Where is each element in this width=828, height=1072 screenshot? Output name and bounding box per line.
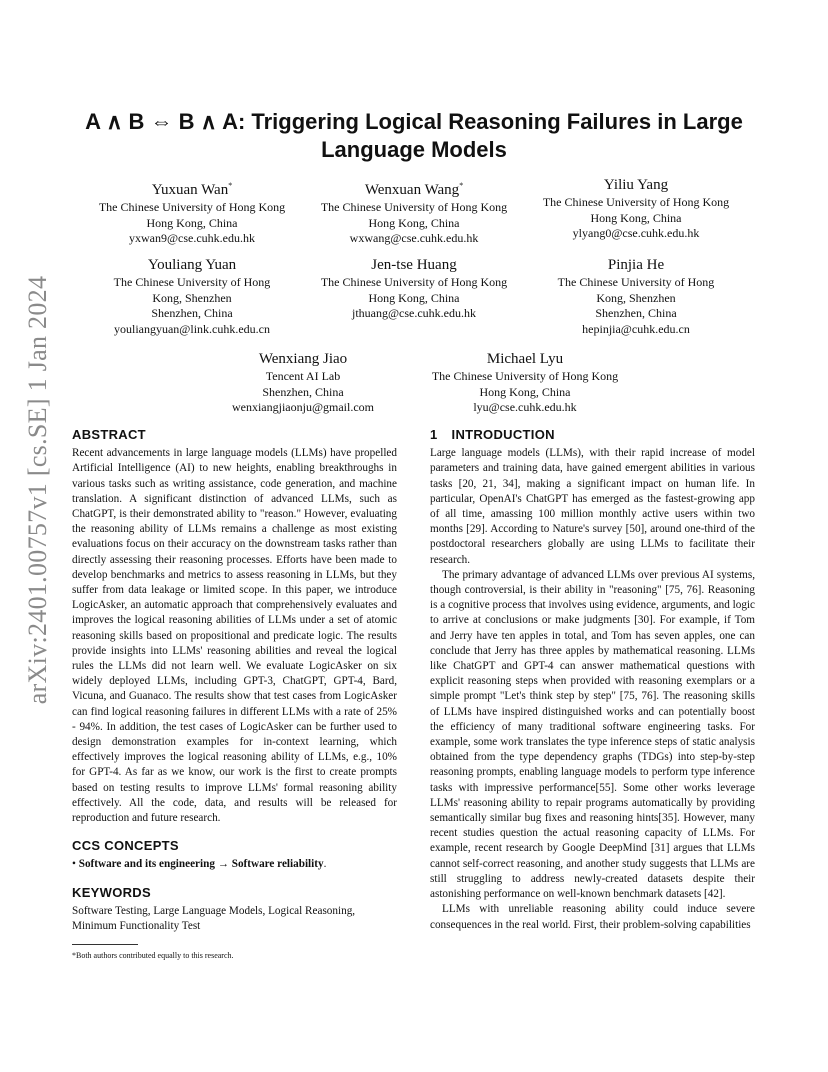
author-affiliation: The Chinese University of Hong Kong xyxy=(320,200,508,214)
bullet-marker: • xyxy=(72,858,76,871)
author-block xyxy=(294,176,534,247)
intro-paragraph: Large language models (LLMs), with their rapid increase of model parameters and training data, have gained emergent abilities in various tasks [20, 21, 34], making a significant impact on human life. In particular, OpenAI's ChatGPT has emerged as the fastest-growing app of all time, amassing 100 million monthly active users within two months [29]. According to Nature's survey [50], around one-third of the postdoctoral researchers globally are using LLMs to facilitate their research. xyxy=(430,447,755,566)
author-email: lyu@cse.cuhk.edu.hk xyxy=(473,400,577,414)
arxiv-identifier-stamp xyxy=(16,275,60,705)
author-name: Youliang Yuan xyxy=(147,257,237,273)
author-location: Hong Kong, China xyxy=(590,210,682,225)
keywords-text: Software Testing, Large Language Models, Logical Reasoning, Minimum Functionality Test xyxy=(72,904,356,933)
arrow-icon: → xyxy=(217,858,229,871)
ccs-term: Software reliability xyxy=(231,858,324,871)
left-column xyxy=(72,427,397,934)
author-block xyxy=(72,176,312,247)
author-location: Shenzhen, China xyxy=(595,306,677,320)
paper-title: A ∧ B ⇔ B ∧ A: Triggering Logical Reasoning Failures in Large Language Models xyxy=(85,109,743,162)
author-email: jthuang@cse.cuhk.edu.hk xyxy=(351,306,477,320)
author-block xyxy=(405,350,645,416)
keywords-heading: KEYWORDS xyxy=(72,884,151,900)
ccs-term: Software and its engineering xyxy=(78,858,215,871)
author-name: Pinjia He xyxy=(607,257,665,273)
author-location: Shenzhen, China xyxy=(262,384,344,399)
author-email: wxwang@cse.cuhk.edu.hk xyxy=(349,231,479,245)
author-affiliation: Tencent AI Lab xyxy=(265,369,341,383)
intro-paragraph: The primary advantage of advanced LLMs over previous AI systems, though controversial, is their ability in "reasoning" [75, 76]. Reasoning is a cognitive process that involves using evidence, arguments, and logic to arrive at conclusions or make judgments [30]. For example, if Tom and Jerry have ten apples in total, and Tom has seven apples, one can conclude that Jerry has three apples by mathematical reasoning. LLMs like ChatGPT and GPT-4 can answer mathematical questions with explicit reasoning steps when provided with reasoning exemplars or a simple prompt "Let's think step by step" [75, 76]. The reasoning skills of LLMs have inspired distinguished works and can potentially boost the efficiency of many traditional software engineering tasks. For example, some work translates the type inference steps of static analysis obtained from the type dependency graphs (TDGs) into step-by-step reasoning prompts, enabling language models to perform type inference tasks with impressive performance[55]. Some other works leverage LLMs' reasoning ability to repair programs automatically by providing semantically similar bug fixes and reasoning hints[35]. However, many recent studies question the actual reasoning capacity of LLMs. For example, recent research by Google DeepMind [31] argues that LLMs cannot self-correct reasoning, and another study suggests that LLMs are still struggling to address newly-created datasets despite their astonishing performance on well-known benchmark datasets [42]. xyxy=(430,568,755,901)
author-location: Hong Kong, China xyxy=(479,384,571,399)
ccs-concepts-heading: CCS CONCEPTS xyxy=(72,838,179,854)
equal-contribution-mark: * xyxy=(459,181,464,190)
author-block xyxy=(516,176,756,242)
author-email: hepinjia@cuhk.edu.cn xyxy=(582,321,690,336)
equal-contribution-mark: * xyxy=(228,181,233,190)
author-affiliation: The Chinese University of Hong Kong, Shenzhen xyxy=(557,275,715,305)
author-email: yxwan9@cse.cuhk.edu.hk xyxy=(128,231,256,245)
author-affiliation: The Chinese University of Hong Kong xyxy=(320,275,508,289)
author-location: Hong Kong, China xyxy=(368,215,460,230)
author-name: Wenxiang Jiao xyxy=(258,351,348,367)
author-affiliation: The Chinese University of Hong Kong xyxy=(98,200,286,214)
author-name: Michael Lyu xyxy=(486,351,564,367)
right-column xyxy=(430,427,755,933)
author-block xyxy=(183,350,423,416)
author-name: Wenxuan Wang* xyxy=(364,181,464,198)
arxiv-identifier-text: arXiv:2401.00757v1 [cs.SE] 1 Jan 2024 xyxy=(23,275,52,705)
section-number: 1 xyxy=(430,427,438,442)
abstract-heading: ABSTRACT xyxy=(72,427,146,442)
author-name: Yuxuan Wan* xyxy=(151,181,233,198)
author-name: Jen-tse Huang xyxy=(371,257,457,273)
author-block xyxy=(516,256,756,337)
author-location: Shenzhen, China xyxy=(151,306,233,320)
author-affiliation: The Chinese University of Hong Kong xyxy=(542,195,730,209)
author-email: wenxiangjiaonju@gmail.com xyxy=(231,400,375,414)
author-name: Yiliu Yang xyxy=(603,177,669,193)
author-location: Hong Kong, China xyxy=(368,290,460,305)
author-email: ylyang0@cse.cuhk.edu.hk xyxy=(572,226,700,240)
footnote: *Both authors contributed equally to this research. xyxy=(72,951,234,960)
author-block xyxy=(72,256,312,337)
author-email: youliangyuan@link.cuhk.edu.cn xyxy=(113,321,271,336)
author-location: Hong Kong, China xyxy=(146,215,238,230)
author-block xyxy=(294,256,534,322)
introduction-heading: 1 INTRODUCTION xyxy=(430,427,555,442)
author-affiliation: The Chinese University of Hong Kong xyxy=(431,369,619,383)
abstract-text: Recent advancements in large language models (LLMs) have propelled Artificial Intelligence (AI) to new heights, enabling breakthroughs in various tasks such as writing assistance, code generation, and machine translation. A significant distinction of advanced LLMs, such as ChatGPT, is their demonstrated ability to "reason." However, evaluating the reasoning ability of LLMs remains a challenge as most existing evaluations focus on their accuracy on the downstream tasks rather than directly assessing their reasoning processes. Efforts have been made to develop benchmarks and metrics to assess reasoning in LLMs, but they suffer from data leakage or limited scope. In this paper, we introduce LogicAsker, an automatic approach that comprehensively evaluates and improves the logical reasoning abilities of LLMs under a set of atomic reasoning skills based on propositional and predicate logic. The results provide insights into LLMs' reasoning abilities and reveal the logical rules the LLMs did not learn well. We evaluate LogicAsker on six widely deployed LLMs, including GPT-3, ChatGPT, GPT-4, Bard, Vicuna, and Guanaco. The results show that test cases from LogicAsker can find logical reasoning failures in different LLMs with a rate of 25% - 94%. In addition, the test cases of LogicAsker can be further used to design demonstration examples for in-context learning, which effectively improves the logical reasoning ability of LLMs, e.g., 10% for GPT-4. As far as we know, our work is the first to create prompts based on testing results to improve LLMs' formal reasoning ability effectively. All the code, data, and results will be released for reproduction and future research. xyxy=(72,447,397,825)
author-affiliation: The Chinese University of Hong Kong, Shenzhen xyxy=(113,275,271,305)
ccs-concepts-text: • Software and its engineering → Software reliability. xyxy=(72,858,327,871)
intro-paragraph: LLMs with unreliable reasoning ability could induce severe consequences in the real world. First, their problem-solving capabilities xyxy=(430,903,755,931)
footnote-divider xyxy=(72,944,138,945)
